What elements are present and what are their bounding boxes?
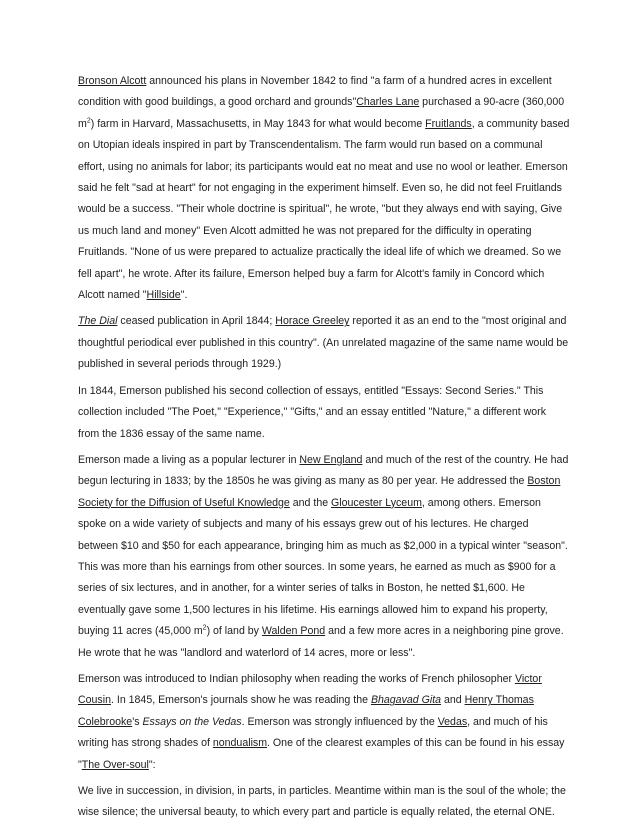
- text-run: ":: [148, 758, 156, 771]
- link-new-england[interactable]: New England: [299, 453, 363, 466]
- paragraph-over-soul-quote: [78, 781, 570, 824]
- link-nondualism[interactable]: nondualism: [212, 737, 268, 750]
- paragraph-second-series: [78, 381, 570, 445]
- paragraph-the-dial: [78, 311, 570, 375]
- paragraph-fruitlands: [78, 71, 570, 306]
- link-henry-thomas-colebrooke[interactable]: Henry Thomas Colebrooke: [78, 694, 534, 728]
- text-run: and: [441, 694, 465, 707]
- text-run: ) farm in Harvard, Massachusetts, in May 1843 for what would become: [90, 117, 426, 130]
- text-run: We live in succession, in division, in parts, in particles. Meantime within man is the soul of the whole; the wise silence; the universal beauty, to which every part and particle is equally related, the eternal ONE.: [78, 785, 566, 819]
- text-run: Emerson was introduced to Indian philosophy when reading the works of French philosopher: [78, 672, 515, 685]
- text-run: . In 1845, Emerson's journals show he was reading the: [110, 694, 371, 707]
- link-charles-lane[interactable]: Charles Lane: [356, 96, 420, 109]
- text-run: . Emerson was strongly influenced by the: [241, 715, 438, 728]
- text-run: Emerson made a living as a popular lecturer in: [78, 453, 300, 466]
- text-run: announced his plans in November 1842 to find "a farm of a hundred acres in excellent condition with good buildings, a good orchard and grounds": [78, 75, 552, 109]
- text-run: . One of the clearest examples of this can be found in his essay ": [78, 737, 565, 771]
- text-run: , and much of his writing has strong shades of: [78, 715, 548, 750]
- text-run: purchased a 90-acre (360,000 m: [78, 96, 565, 130]
- paragraph-indian-philosophy: [78, 669, 570, 776]
- text-run: and the: [289, 496, 332, 509]
- text-run: In 1844, Emerson published his second collection of essays, entitled "Essays: Second Series." This collection included "The Poet," "Experience," "Gifts," and an essay entitled "Nature," a different work from the 1836 essay of the same name.: [78, 384, 547, 440]
- link-boston-society-for-the-diffusion-of-useful-knowledge[interactable]: Boston Society for the Diffusion of Useful Knowledge: [78, 475, 561, 509]
- link-horace-greeley[interactable]: Horace Greeley: [275, 315, 350, 328]
- link-hillside[interactable]: Hillside: [146, 289, 181, 302]
- link-the-dial[interactable]: The Dial: [78, 315, 118, 328]
- superscript: 2: [86, 117, 91, 125]
- link-bhagavad-gita[interactable]: Bhagavad Gita: [370, 694, 442, 707]
- link-the-over-soul[interactable]: The Over-soul: [81, 758, 149, 771]
- text-run: , a community based on Utopian ideals inspired in part by Transcendentalism. The farm would run based on a communal effort, using no animals for labor; its participants would eat no meat and use no wool or leather. Emerson said he felt "sad at heart" for not engaging in the experiment himself. Even so, he did not feel Fruitlands would be a success. "Their whole doctrine is spiritual", he wrote, "but they always end with saying, Give us much land and money" Even Alcott admitted he was not prepared for the difficulty in operating Fruitlands. "None of us were prepared to actualize practically the ideal life of which we dreamed. So we fell apart", he wrote. After its failure, Emerson helped buy a farm for Alcott's family in Concord which Alcott named ": [78, 117, 570, 302]
- italic-title: Essays on the Vedas: [142, 715, 242, 728]
- text-run: ) of land by: [206, 625, 262, 638]
- text-run: , among others. Emerson spoke on a wide variety of subjects and many of his essays grew out of his lectures. He charged between $10 and $50 for each appearance, bringing him as much as $2,000 in a typical winter "season". This was more than his earnings from other sources. In some years, he earned as much as $900 for a series of six lectures, and in another, for a winter series of talks in Boston, he netted $1,600. He eventually gave some 1,500 lectures in his lifetime. His earnings allowed him to expand his property, buying 11 acres (45,000 m: [78, 496, 568, 638]
- link-walden-pond[interactable]: Walden Pond: [261, 625, 326, 638]
- text-run: ceased publication in April 1844;: [117, 315, 276, 328]
- text-run: ".: [180, 289, 188, 302]
- link-gloucester-lyceum[interactable]: Gloucester Lyceum: [331, 496, 422, 509]
- text-run: 's: [132, 715, 143, 728]
- document-page: [78, 71, 570, 824]
- link-vedas[interactable]: Vedas: [437, 715, 468, 728]
- link-victor-cousin[interactable]: Victor Cousin: [78, 672, 542, 707]
- text-run: and much of the rest of the country. He had begun lecturing in 1833; by the 1850s he was giving as many as 80 per year. He addressed the: [78, 453, 569, 488]
- text-run: reported it as an end to the "most original and thoughtful periodical ever published in this country". (An unrelated magazine of the same name would be published in several periods through 1929.): [78, 315, 569, 371]
- link-fruitlands[interactable]: Fruitlands: [425, 117, 472, 130]
- link-bronson-alcott[interactable]: Bronson Alcott: [78, 75, 147, 87]
- paragraph-lecturer: [78, 450, 570, 664]
- text-run: and a few more acres in a neighboring pine grove. He wrote that he was "landlord and waterlord of 14 acres, more or less".: [78, 625, 564, 659]
- superscript: 2: [202, 624, 207, 632]
